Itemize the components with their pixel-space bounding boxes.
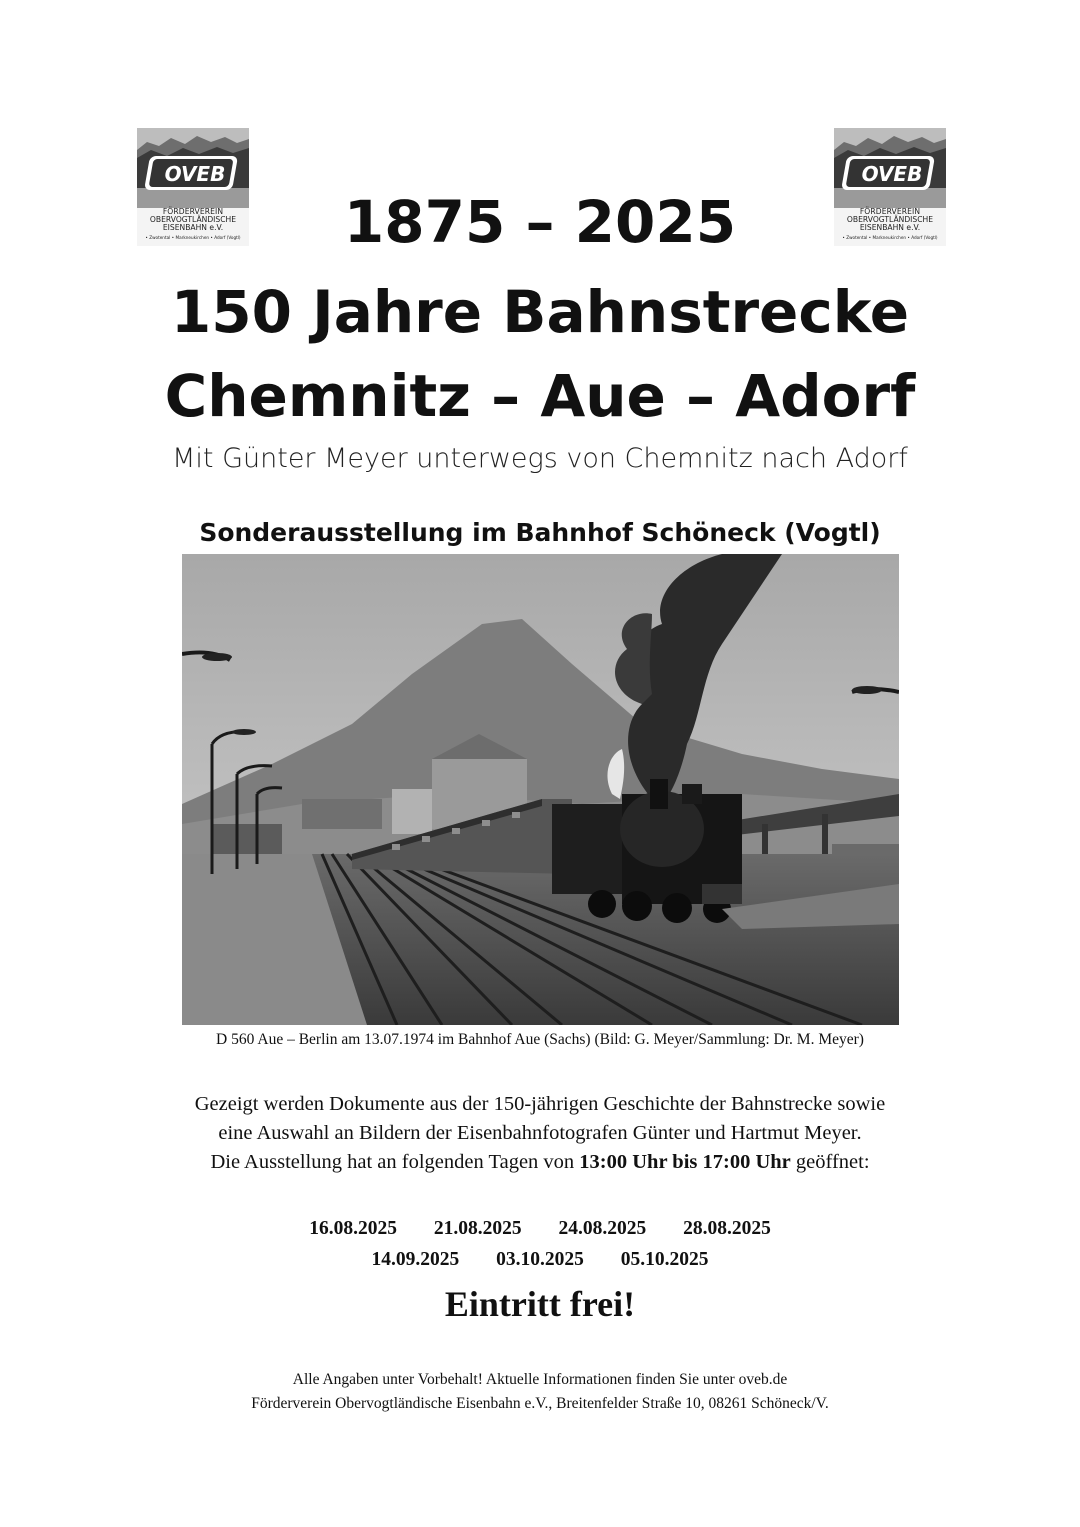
exhibition-title: Sonderausstellung im Bahnhof Schöneck (Vogtl) (199, 518, 881, 547)
admission-free: Eintritt frei! (444, 1284, 636, 1324)
date-item: 28.08.2025 (683, 1218, 771, 1239)
logo-badge-text: OVEB (164, 162, 226, 186)
logo-line-4: • Zwotental • Markneukirchen • Adorf (Vogtl) (842, 235, 938, 240)
date-item: 14.09.2025 (371, 1249, 460, 1270)
steam-locomotive-image (182, 554, 899, 1025)
date-item: 16.08.2025 (309, 1218, 397, 1239)
date-item: 03.10.2025 (496, 1249, 584, 1270)
photo-caption: D 560 Aue – Berlin am 13.07.1974 im Bahnhof Aue (Sachs) (Bild: G. Meyer/Sammlung: Dr. M. Meyer) (216, 1031, 864, 1048)
subtitle: Mit Günter Meyer unterwegs von Chemnitz nach Adorf (172, 443, 908, 474)
description-line-2: eine Auswahl an Bildern der Eisenbahnfotografen Günter und Hartmut Meyer. (218, 1122, 862, 1144)
footer-line-1: Alle Angaben unter Vorbehalt! Aktuelle Informationen finden Sie unter oveb.de (292, 1371, 788, 1388)
description-line-3-pre: Die Ausstellung hat an folgenden Tagen von (210, 1151, 580, 1173)
logo-line-1: FÖRDERVEREIN (859, 207, 921, 216)
headline-route: Chemnitz – Aue – Adorf (164, 362, 916, 430)
date-item: 05.10.2025 (620, 1249, 709, 1270)
description-line-1: Gezeigt werden Dokumente aus der 150-jährigen Geschichte der Bahnstrecke sowie (194, 1093, 886, 1115)
opening-hours: 13:00 Uhr bis 17:00 Uhr (579, 1151, 791, 1173)
exhibition-description (0, 1090, 1080, 1177)
description-line-3 (0, 1148, 1080, 1177)
logo-line-2: OBERVOGTLÄNDISCHE (149, 215, 237, 224)
date-item: 21.08.2025 (433, 1218, 522, 1239)
dates-row-2 (0, 1249, 1080, 1271)
headline-title: 150 Jahre Bahnstrecke (170, 278, 910, 346)
steam-train-photo (182, 554, 899, 1025)
logo-badge-text: OVEB (861, 162, 923, 186)
logo-line-3: EISENBAHN e.V. (859, 223, 921, 232)
logo-line-4: • Zwotental • Markneukirchen • Adorf (Vogtl) (145, 235, 241, 240)
logo-line-2: OBERVOGTLÄNDISCHE (846, 215, 934, 224)
logo-line-3: EISENBAHN e.V. (162, 223, 224, 232)
description-line-3-post: geöffnet: (790, 1151, 870, 1173)
footer (0, 1368, 1080, 1416)
footer-line-2: Förderverein Obervogtländische Eisenbahn e.V., Breitenfelder Straße 10, 08261 Schöneck/V. (251, 1395, 829, 1412)
dates-row-1 (0, 1218, 1080, 1240)
headline-years: 1875 – 2025 (343, 188, 737, 256)
date-item: 24.08.2025 (558, 1218, 647, 1239)
logo-line-1: FÖRDERVEREIN (162, 207, 224, 216)
